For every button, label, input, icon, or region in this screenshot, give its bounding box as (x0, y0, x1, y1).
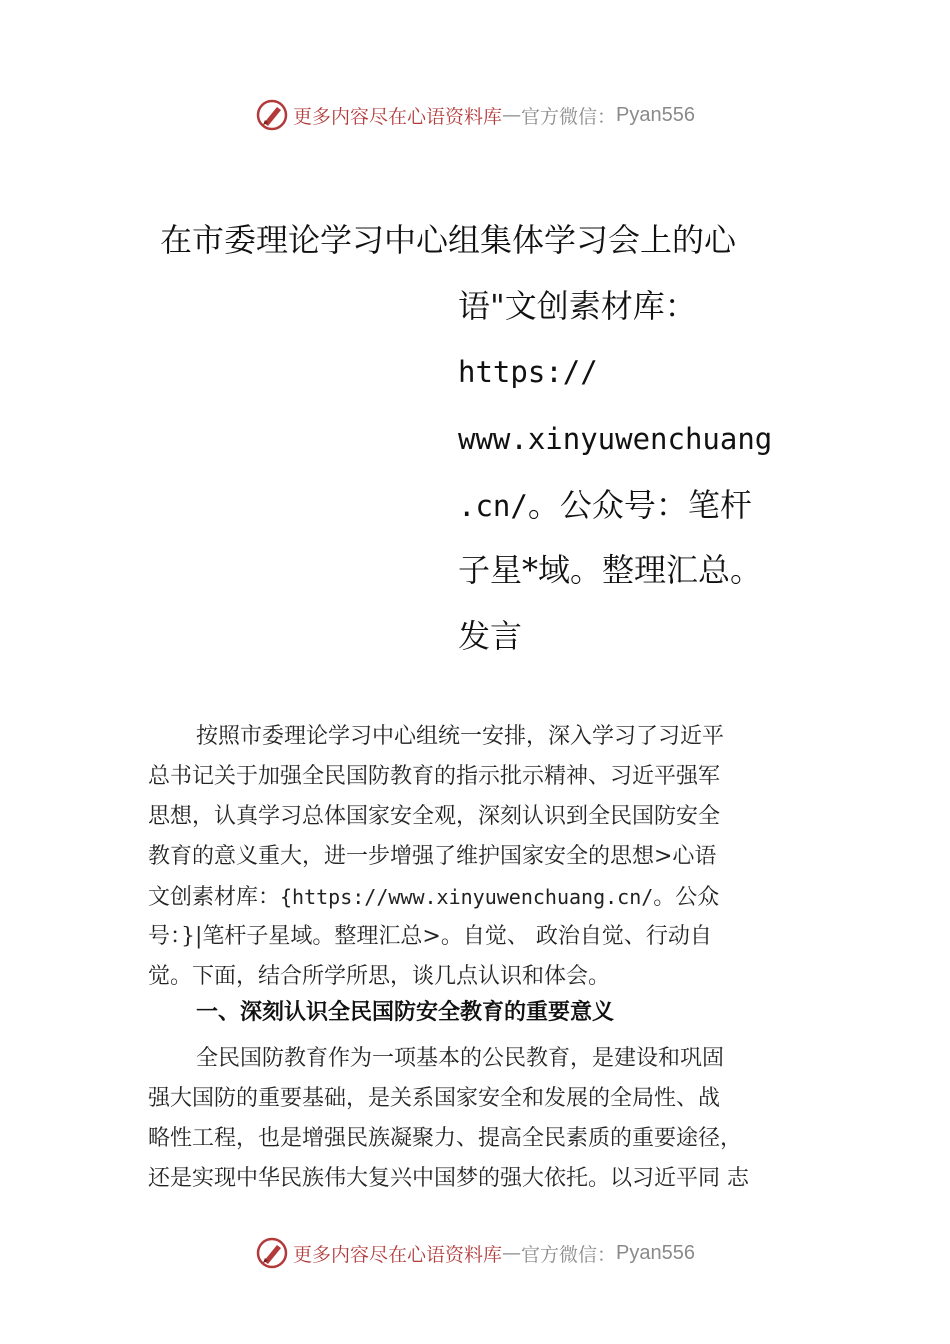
title-line-6: 子星*域。整理汇总。 (458, 551, 763, 589)
banner-contact-id: Pyan556 (616, 103, 695, 126)
paragraph-2-line: 强大国防的重要基础，是关系国家安全和发展的全局性、战 (148, 1086, 721, 1111)
banner-dash: — (502, 1242, 522, 1264)
paragraph-1-text: 文创素材库： (148, 885, 281, 910)
pen-logo-icon (255, 98, 289, 132)
banner-contact-label: 官方微信： (521, 1243, 617, 1266)
title-line-4: www.xinyuwenchuang (458, 422, 773, 456)
paragraph-1-url: {https://www.xinyuwenchuang.cn/ (280, 885, 654, 909)
pen-logo-icon (255, 1236, 289, 1270)
banner-contact-label: 官方微信： (521, 105, 617, 128)
banner-slogan: 更多内容尽在心语资料库 (293, 1243, 503, 1266)
title-line-1: 在市委理论学习中心组集体学习会上的心 (160, 221, 737, 259)
title-line-5-text: 。公众号：笔杆 (527, 486, 752, 524)
paragraph-1-line: 号：}|笔杆子星域。整理汇总>。自觉、 政治自觉、行动自 (148, 924, 712, 949)
banner-contact-id: Pyan556 (616, 1241, 695, 1264)
banner-slogan: 更多内容尽在心语资料库 (293, 105, 503, 128)
paragraph-1-line: 教育的意义重大，进一步增强了维护国家安全的思想>心语 (148, 844, 717, 869)
title-line-5 (458, 485, 752, 526)
paragraph-2 (148, 1039, 813, 1199)
paragraph-1 (148, 717, 813, 997)
paragraph-1-line (148, 877, 813, 917)
title-line-7: 发言 (458, 617, 523, 655)
paragraph-1-line: 思想，认真学习总体国家安全观，深刻认识到全民国防安全 (148, 804, 721, 829)
title-line-5-url: .cn/ (458, 489, 528, 523)
paragraph-1-line: 觉。下面，结合所学所思，谈几点认识和体会。 (148, 964, 611, 989)
paragraph-2-line: 还是实现中华民族伟大复兴中国梦的强大依托。以习近平同 志 (148, 1166, 749, 1191)
banner-dash: — (502, 104, 522, 126)
section-heading-1: 一、深刻认识全民国防安全教育的重要意义 (196, 1000, 615, 1025)
paragraph-2-line: 全民国防教育作为一项基本的公民教育，是建设和巩固 (196, 1046, 725, 1071)
paragraph-1-line: 总书记关于加强全民国防教育的指示批示精神、习近平强军 (148, 764, 721, 789)
footer-watermark-banner (0, 1233, 950, 1273)
paragraph-1-line: 按照市委理论学习中心组统一安排，深入学习了习近平 (196, 724, 725, 749)
header-watermark-banner (0, 95, 950, 135)
paragraph-1-text: 。公众 (653, 885, 720, 910)
title-line-2: 语"文创素材库： (458, 287, 697, 325)
title-line-3: https:// (458, 355, 598, 389)
paragraph-2-line: 略性工程，也是增强民族凝聚力、提高全民素质的重要途径， (148, 1126, 743, 1151)
